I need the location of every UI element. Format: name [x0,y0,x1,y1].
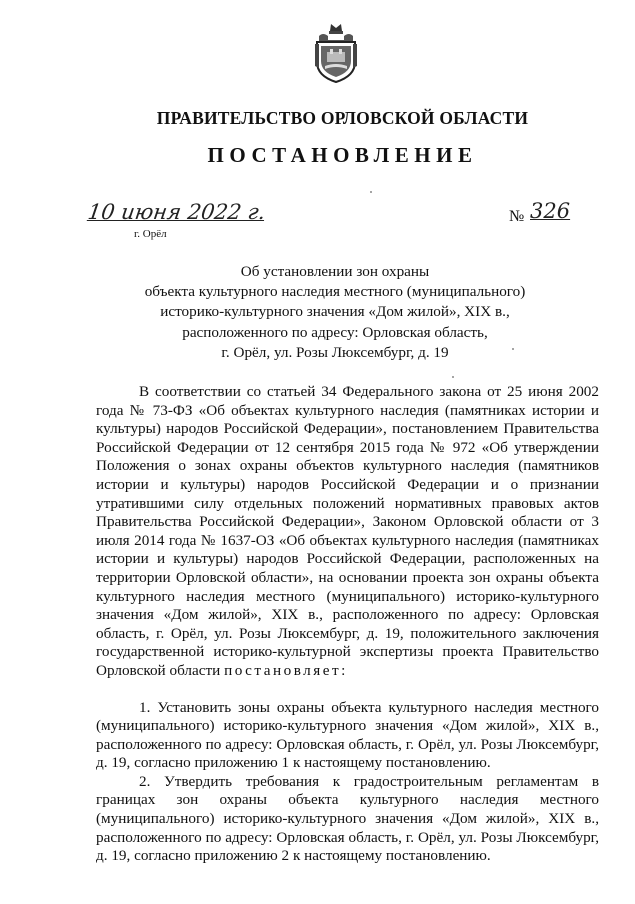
document-body [96,383,599,866]
item-2-paragraph: 2. Утвердить требования к градостроительным регламентам в границах зон охраны объекта культурного наследия местного (муниципального) историко-культурного значения «Дом жилой», XIX в., расположенного по адресу: Орловская область, г. Орёл, ул. Розы Люксембург, д. 19, согласно приложению 2 к настоящему постановлению. [96,772,599,865]
title-line: расположенного по адресу: Орловская область, [182,323,488,341]
preamble-paragraph [96,383,599,681]
scan-speck [512,348,514,350]
preamble-text: В соответствии со статьей 34 Федерального закона от 25 июня 2002 года № 73-ФЗ «Об объектах культурного наследия (памятниках истории и культуры) народов Российской Федерации», постановлением Правительства Российской Федерации от 12 сентября 2015 года № 972 «Об утверждении Положения о зонах охраны объектов культурного наследия (памятников истории и культуры) народов Российской Федерации и о признании утратившими силу отдельных положений нормативных правовых актов Правительства Российской Федерации», Законом Орловской области от 3 июля 2014 года № 1637-ОЗ «Об объектах культурного наследия (памятниках истории и культуры) народов Российской Федерации, расположенных на территории Орловской области», на основании проекта зон охраны объекта культурного наследия местного (муниципального) историко-культурного значения «Дом жилой», XIX в., расположенного по адресу: Орловская область, г. Орёл, ул. Розы Люксембург, д. 19, положительного заключения государственной историко-культурной экспертизы проекта Правительство Орловской области [96,383,599,679]
title-line: историко-культурного значения «Дом жилой», XIX в., [160,303,510,321]
preamble-verb: постановляет: [224,661,348,679]
item-1-paragraph: 1. Установить зоны охраны объекта культурного наследия местного (муниципального) историко-культурного значения «Дом жилой», XIX в., расположенного по адресу: Орловская область, г. Орёл, ул. Розы Люксембург, д. 19, согласно приложению 1 к настоящему постановлению. [96,698,599,772]
scan-speck [452,376,454,378]
number-label: № [509,208,525,225]
document-title [120,262,550,363]
organization-name: ПРАВИТЕЛЬСТВО ОРЛОВСКОЙ ОБЛАСТИ [156,108,529,128]
title-line: объекта культурного наследия местного (муниципального) [144,283,526,301]
title-line: Об установлении зон охраны [240,263,430,280]
handwritten-date: 10 июня 2022 г. [86,200,267,224]
document-type: ПОСТАНОВЛЕНИЕ [207,143,478,167]
scan-speck [370,191,372,193]
handwritten-number: 326 [530,199,571,223]
title-line: г. Орёл, ул. Розы Люксембург, д. 19 [221,343,449,361]
city-label: г. Орёл [134,228,167,240]
coat-of-arms-emblem [313,22,359,84]
